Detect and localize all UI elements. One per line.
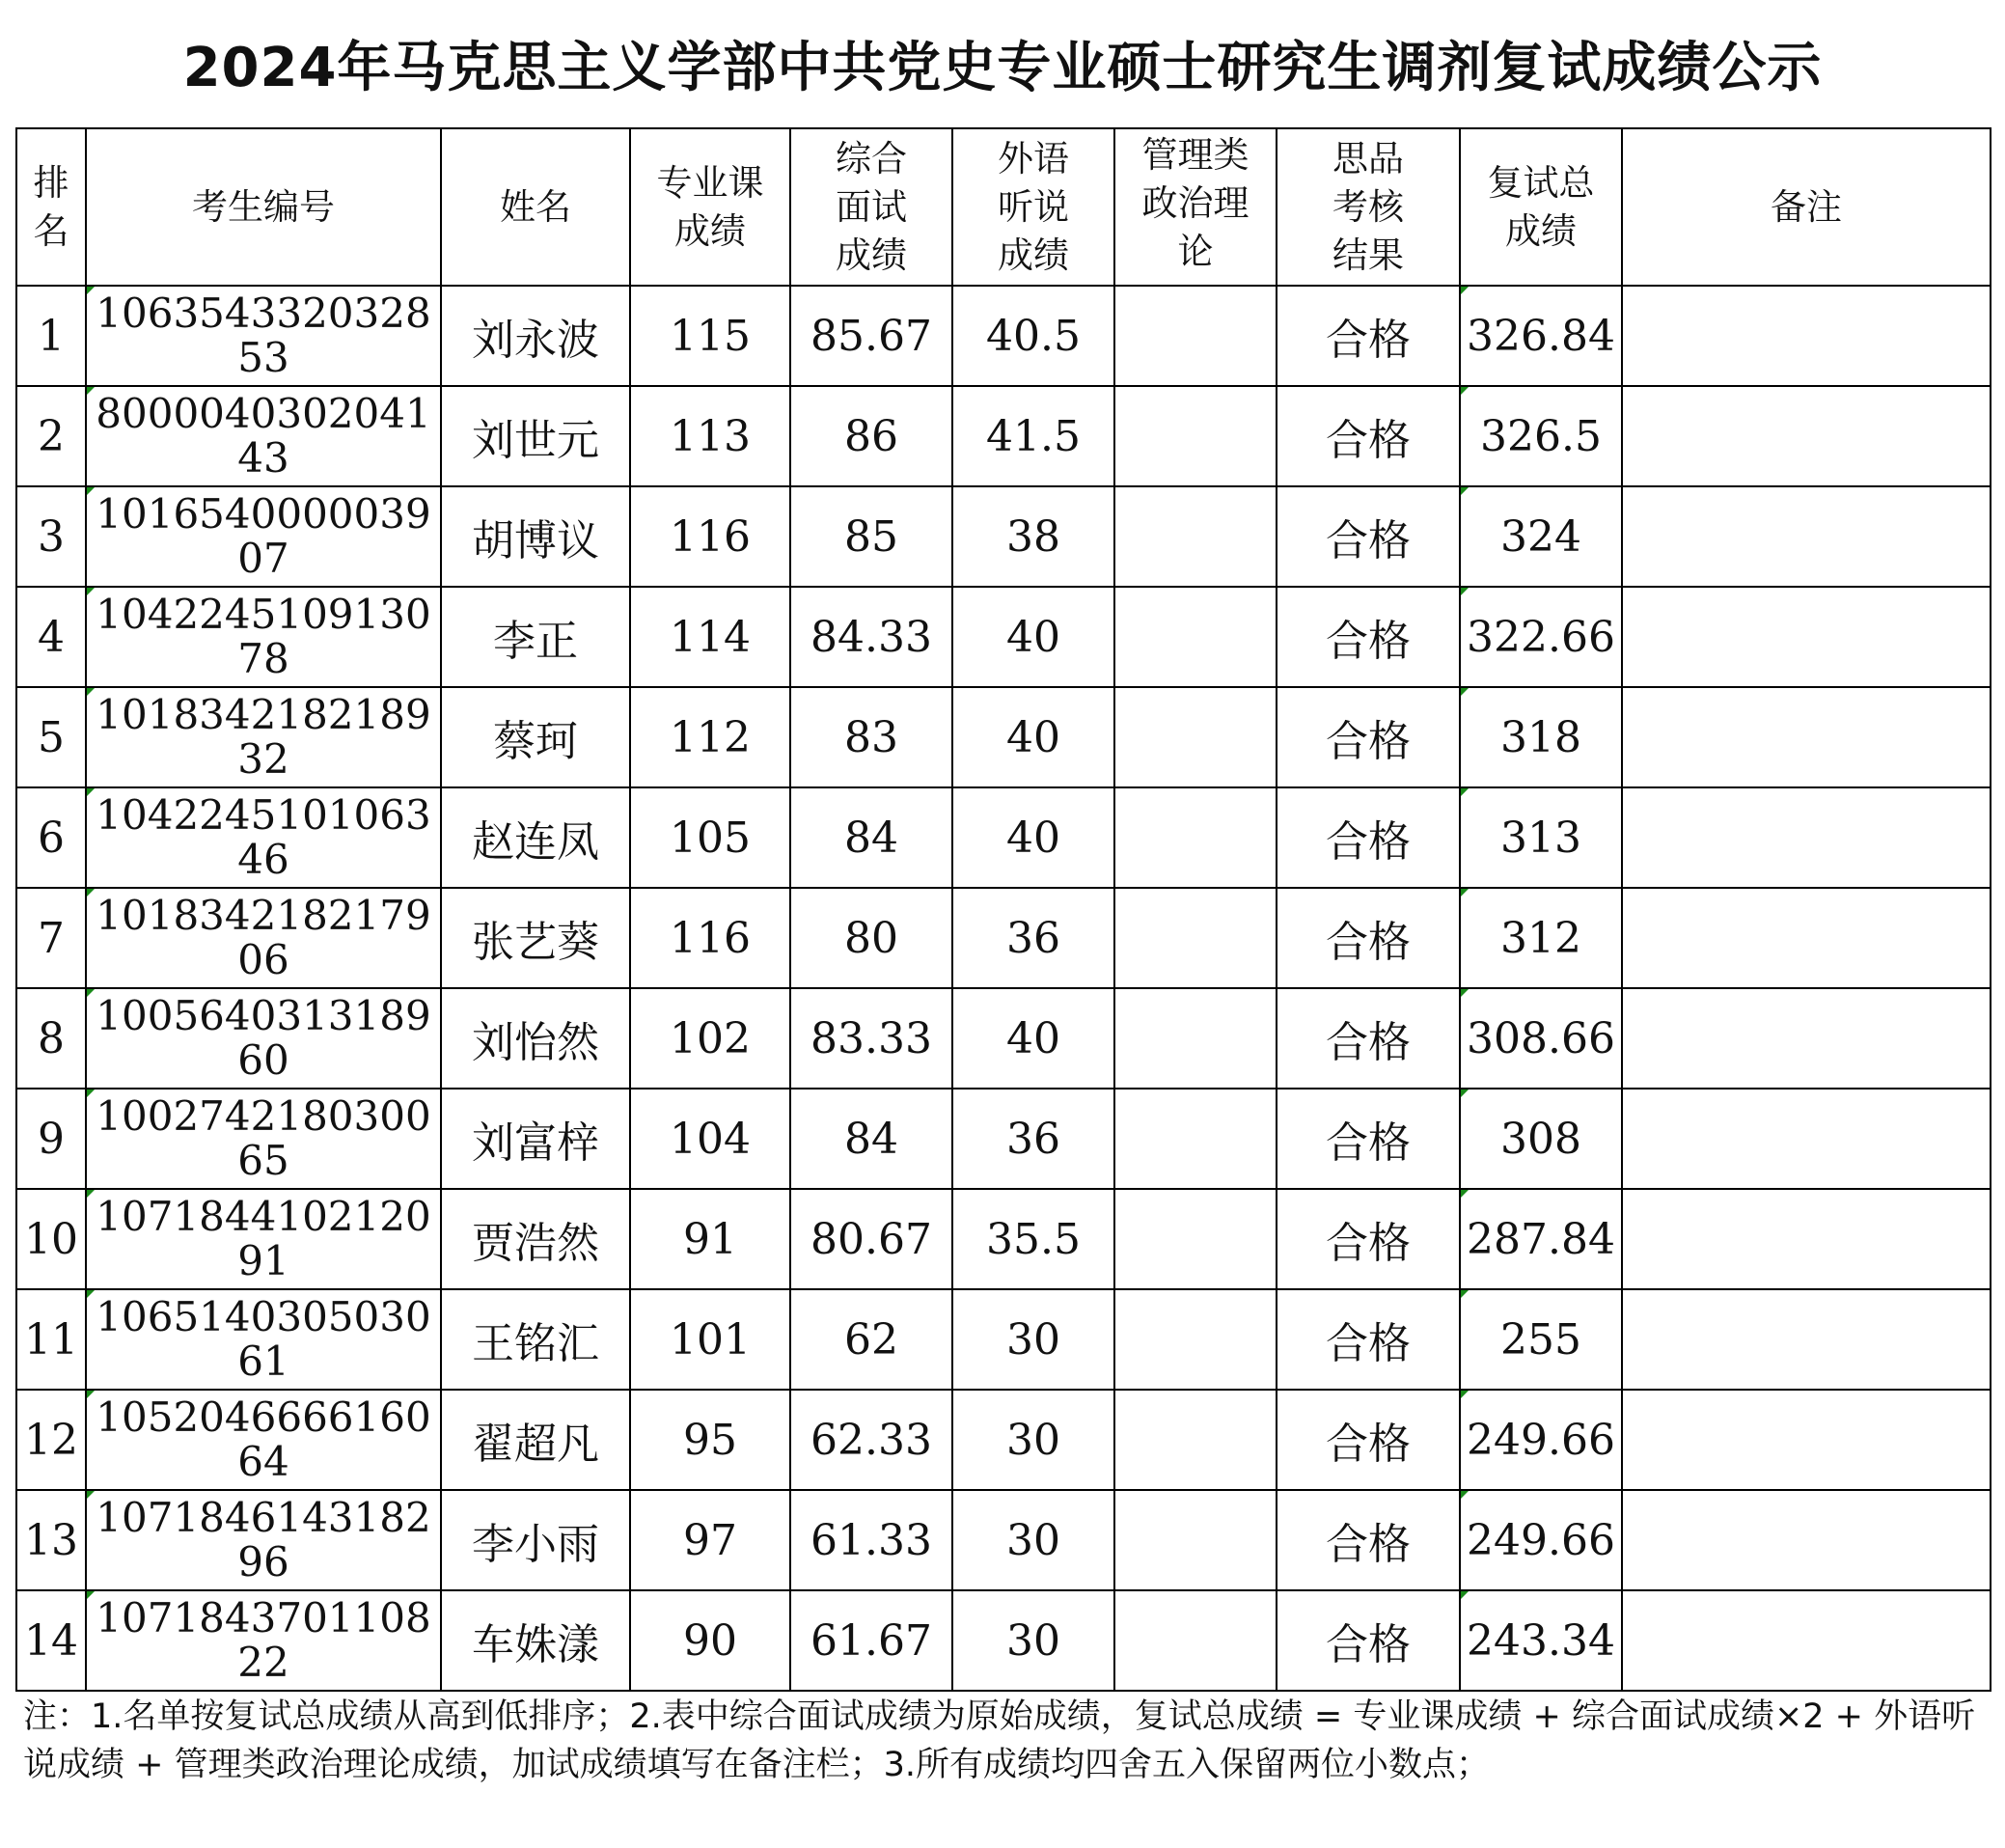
cell-remarks [1622, 386, 1991, 486]
cell-remarks [1622, 1089, 1991, 1189]
cell-major: 91 [630, 1189, 790, 1289]
cell-name: 贾浩然 [441, 1189, 630, 1289]
header-major: 专业课成绩 [630, 128, 790, 286]
cell-rank: 3 [16, 486, 86, 587]
cell-total: 287.84 [1460, 1189, 1622, 1289]
cell-exam-id: 104224510106346 [86, 787, 441, 888]
cell-major: 97 [630, 1490, 790, 1590]
cell-politics [1114, 1390, 1277, 1490]
cell-name: 胡博议 [441, 486, 630, 587]
cell-remarks [1622, 988, 1991, 1089]
cell-rank: 5 [16, 687, 86, 787]
cell-major: 90 [630, 1590, 790, 1691]
cell-rank: 6 [16, 787, 86, 888]
cell-remarks [1622, 1390, 1991, 1490]
header-remarks: 备注 [1622, 128, 1991, 286]
cell-name: 刘世元 [441, 386, 630, 486]
cell-ideology: 合格 [1277, 587, 1460, 687]
cell-interview: 62 [790, 1289, 952, 1390]
cell-total: 308 [1460, 1089, 1622, 1189]
cell-major: 116 [630, 486, 790, 587]
cell-interview: 80 [790, 888, 952, 988]
cell-politics [1114, 1089, 1277, 1189]
cell-interview: 84 [790, 787, 952, 888]
cell-rank: 7 [16, 888, 86, 988]
table-row [16, 888, 1991, 988]
cell-politics [1114, 486, 1277, 587]
cell-name: 赵连凤 [441, 787, 630, 888]
cell-politics [1114, 1490, 1277, 1590]
header-rank: 排名 [16, 128, 86, 286]
table-row [16, 1590, 1991, 1691]
cell-name: 李小雨 [441, 1490, 630, 1590]
cell-exam-id: 101834218218932 [86, 687, 441, 787]
cell-remarks [1622, 286, 1991, 386]
cell-remarks [1622, 687, 1991, 787]
cell-language: 40.5 [952, 286, 1114, 386]
cell-rank: 14 [16, 1590, 86, 1691]
cell-rank: 12 [16, 1390, 86, 1490]
cell-ideology: 合格 [1277, 687, 1460, 787]
table-row [16, 486, 1991, 587]
cell-total: 255 [1460, 1289, 1622, 1390]
cell-name: 翟超凡 [441, 1390, 630, 1490]
cell-name: 刘永波 [441, 286, 630, 386]
cell-major: 102 [630, 988, 790, 1089]
cell-remarks [1622, 587, 1991, 687]
cell-name: 刘富梓 [441, 1089, 630, 1189]
cell-rank: 8 [16, 988, 86, 1089]
header-language: 外语听说成绩 [952, 128, 1114, 286]
cell-major: 95 [630, 1390, 790, 1490]
header-name: 姓名 [441, 128, 630, 286]
cell-ideology: 合格 [1277, 888, 1460, 988]
cell-total: 313 [1460, 787, 1622, 888]
cell-ideology: 合格 [1277, 386, 1460, 486]
cell-ideology: 合格 [1277, 787, 1460, 888]
cell-ideology: 合格 [1277, 1490, 1460, 1590]
cell-ideology: 合格 [1277, 286, 1460, 386]
cell-total: 326.5 [1460, 386, 1622, 486]
cell-ideology: 合格 [1277, 1289, 1460, 1390]
cell-interview: 83.33 [790, 988, 952, 1089]
cell-language: 38 [952, 486, 1114, 587]
cell-rank: 13 [16, 1490, 86, 1590]
cell-interview: 86 [790, 386, 952, 486]
cell-ideology: 合格 [1277, 486, 1460, 587]
cell-total: 326.84 [1460, 286, 1622, 386]
cell-exam-id: 106354332032853 [86, 286, 441, 386]
cell-total: 249.66 [1460, 1490, 1622, 1590]
cell-politics [1114, 787, 1277, 888]
cell-politics [1114, 1289, 1277, 1390]
table-row [16, 988, 1991, 1089]
cell-exam-id: 104224510913078 [86, 587, 441, 687]
table-row [16, 787, 1991, 888]
header-row [16, 128, 1991, 286]
cell-rank: 10 [16, 1189, 86, 1289]
cell-politics [1114, 988, 1277, 1089]
cell-interview: 61.67 [790, 1590, 952, 1691]
cell-major: 105 [630, 787, 790, 888]
cell-language: 30 [952, 1590, 1114, 1691]
cell-interview: 61.33 [790, 1490, 952, 1590]
cell-interview: 83 [790, 687, 952, 787]
table-row [16, 1490, 1991, 1590]
cell-name: 蔡珂 [441, 687, 630, 787]
table-row [16, 1390, 1991, 1490]
cell-exam-id: 100274218030065 [86, 1089, 441, 1189]
cell-language: 36 [952, 1089, 1114, 1189]
table-row [16, 1289, 1991, 1390]
cell-politics [1114, 587, 1277, 687]
cell-politics [1114, 386, 1277, 486]
cell-exam-id: 101834218217906 [86, 888, 441, 988]
cell-language: 36 [952, 888, 1114, 988]
page-title: 2024年马克思主义学部中共党史专业硕士研究生调剂复试成绩公示 [182, 37, 1823, 99]
cell-rank: 9 [16, 1089, 86, 1189]
cell-major: 116 [630, 888, 790, 988]
cell-ideology: 合格 [1277, 988, 1460, 1089]
score-table [15, 127, 1991, 1692]
cell-major: 114 [630, 587, 790, 687]
cell-rank: 2 [16, 386, 86, 486]
cell-politics [1114, 1189, 1277, 1289]
cell-exam-id: 800004030204143 [86, 386, 441, 486]
cell-total: 322.66 [1460, 587, 1622, 687]
cell-rank: 4 [16, 587, 86, 687]
cell-total: 249.66 [1460, 1390, 1622, 1490]
cell-ideology: 合格 [1277, 1390, 1460, 1490]
cell-language: 30 [952, 1289, 1114, 1390]
cell-politics [1114, 286, 1277, 386]
cell-ideology: 合格 [1277, 1189, 1460, 1289]
cell-ideology: 合格 [1277, 1089, 1460, 1189]
cell-interview: 84.33 [790, 587, 952, 687]
cell-name: 王铭汇 [441, 1289, 630, 1390]
cell-major: 104 [630, 1089, 790, 1189]
cell-total: 312 [1460, 888, 1622, 988]
cell-politics [1114, 1590, 1277, 1691]
header-politics: 管理类政治理论 [1114, 128, 1277, 286]
header-total: 复试总成绩 [1460, 128, 1622, 286]
table-row [16, 587, 1991, 687]
table-row [16, 286, 1991, 386]
cell-exam-id: 106514030503061 [86, 1289, 441, 1390]
cell-politics [1114, 687, 1277, 787]
cell-total: 243.34 [1460, 1590, 1622, 1691]
cell-exam-id: 107184410212091 [86, 1189, 441, 1289]
cell-language: 40 [952, 988, 1114, 1089]
cell-remarks [1622, 1289, 1991, 1390]
cell-interview: 80.67 [790, 1189, 952, 1289]
cell-major: 101 [630, 1289, 790, 1390]
cell-interview: 85 [790, 486, 952, 587]
header-interview: 综合面试成绩 [790, 128, 952, 286]
cell-total: 324 [1460, 486, 1622, 587]
cell-language: 41.5 [952, 386, 1114, 486]
cell-ideology: 合格 [1277, 1590, 1460, 1691]
cell-remarks [1622, 486, 1991, 587]
cell-major: 112 [630, 687, 790, 787]
cell-exam-id: 107184614318296 [86, 1490, 441, 1590]
header-ideology: 思品考核结果 [1277, 128, 1460, 286]
cell-language: 30 [952, 1390, 1114, 1490]
cell-rank: 1 [16, 286, 86, 386]
cell-interview: 62.33 [790, 1390, 952, 1490]
cell-rank: 11 [16, 1289, 86, 1390]
cell-remarks [1622, 1490, 1991, 1590]
cell-name: 车姝漾 [441, 1590, 630, 1691]
cell-exam-id: 100564031318960 [86, 988, 441, 1089]
cell-name: 刘怡然 [441, 988, 630, 1089]
cell-name: 张艺葵 [441, 888, 630, 988]
cell-remarks [1622, 787, 1991, 888]
cell-language: 40 [952, 587, 1114, 687]
cell-politics [1114, 888, 1277, 988]
cell-remarks [1622, 888, 1991, 988]
cell-language: 30 [952, 1490, 1114, 1590]
table-row [16, 687, 1991, 787]
cell-remarks [1622, 1189, 1991, 1289]
table-row [16, 1089, 1991, 1189]
cell-major: 113 [630, 386, 790, 486]
cell-language: 40 [952, 787, 1114, 888]
table-row [16, 1189, 1991, 1289]
cell-exam-id: 107184370110822 [86, 1590, 441, 1691]
cell-name: 李正 [441, 587, 630, 687]
cell-total: 308.66 [1460, 988, 1622, 1089]
cell-exam-id: 101654000003907 [86, 486, 441, 587]
cell-exam-id: 105204666616064 [86, 1390, 441, 1490]
header-exam-id: 考生编号 [86, 128, 441, 286]
cell-major: 115 [630, 286, 790, 386]
cell-interview: 85.67 [790, 286, 952, 386]
footnote: 注：1.名单按复试总成绩从高到低排序；2.表中综合面试成绩为原始成绩，复试总成绩 = 专业课成绩 + 综合面试成绩×2 + 外语听说成绩 + 管理类政治理论成绩，加试成绩填写在备注栏；3.所有成绩均四舍五入保留两位小数点； [23, 1697, 1976, 1784]
cell-remarks [1622, 1590, 1991, 1691]
cell-language: 35.5 [952, 1189, 1114, 1289]
cell-interview: 84 [790, 1089, 952, 1189]
table-row [16, 386, 1991, 486]
cell-total: 318 [1460, 687, 1622, 787]
cell-language: 40 [952, 687, 1114, 787]
